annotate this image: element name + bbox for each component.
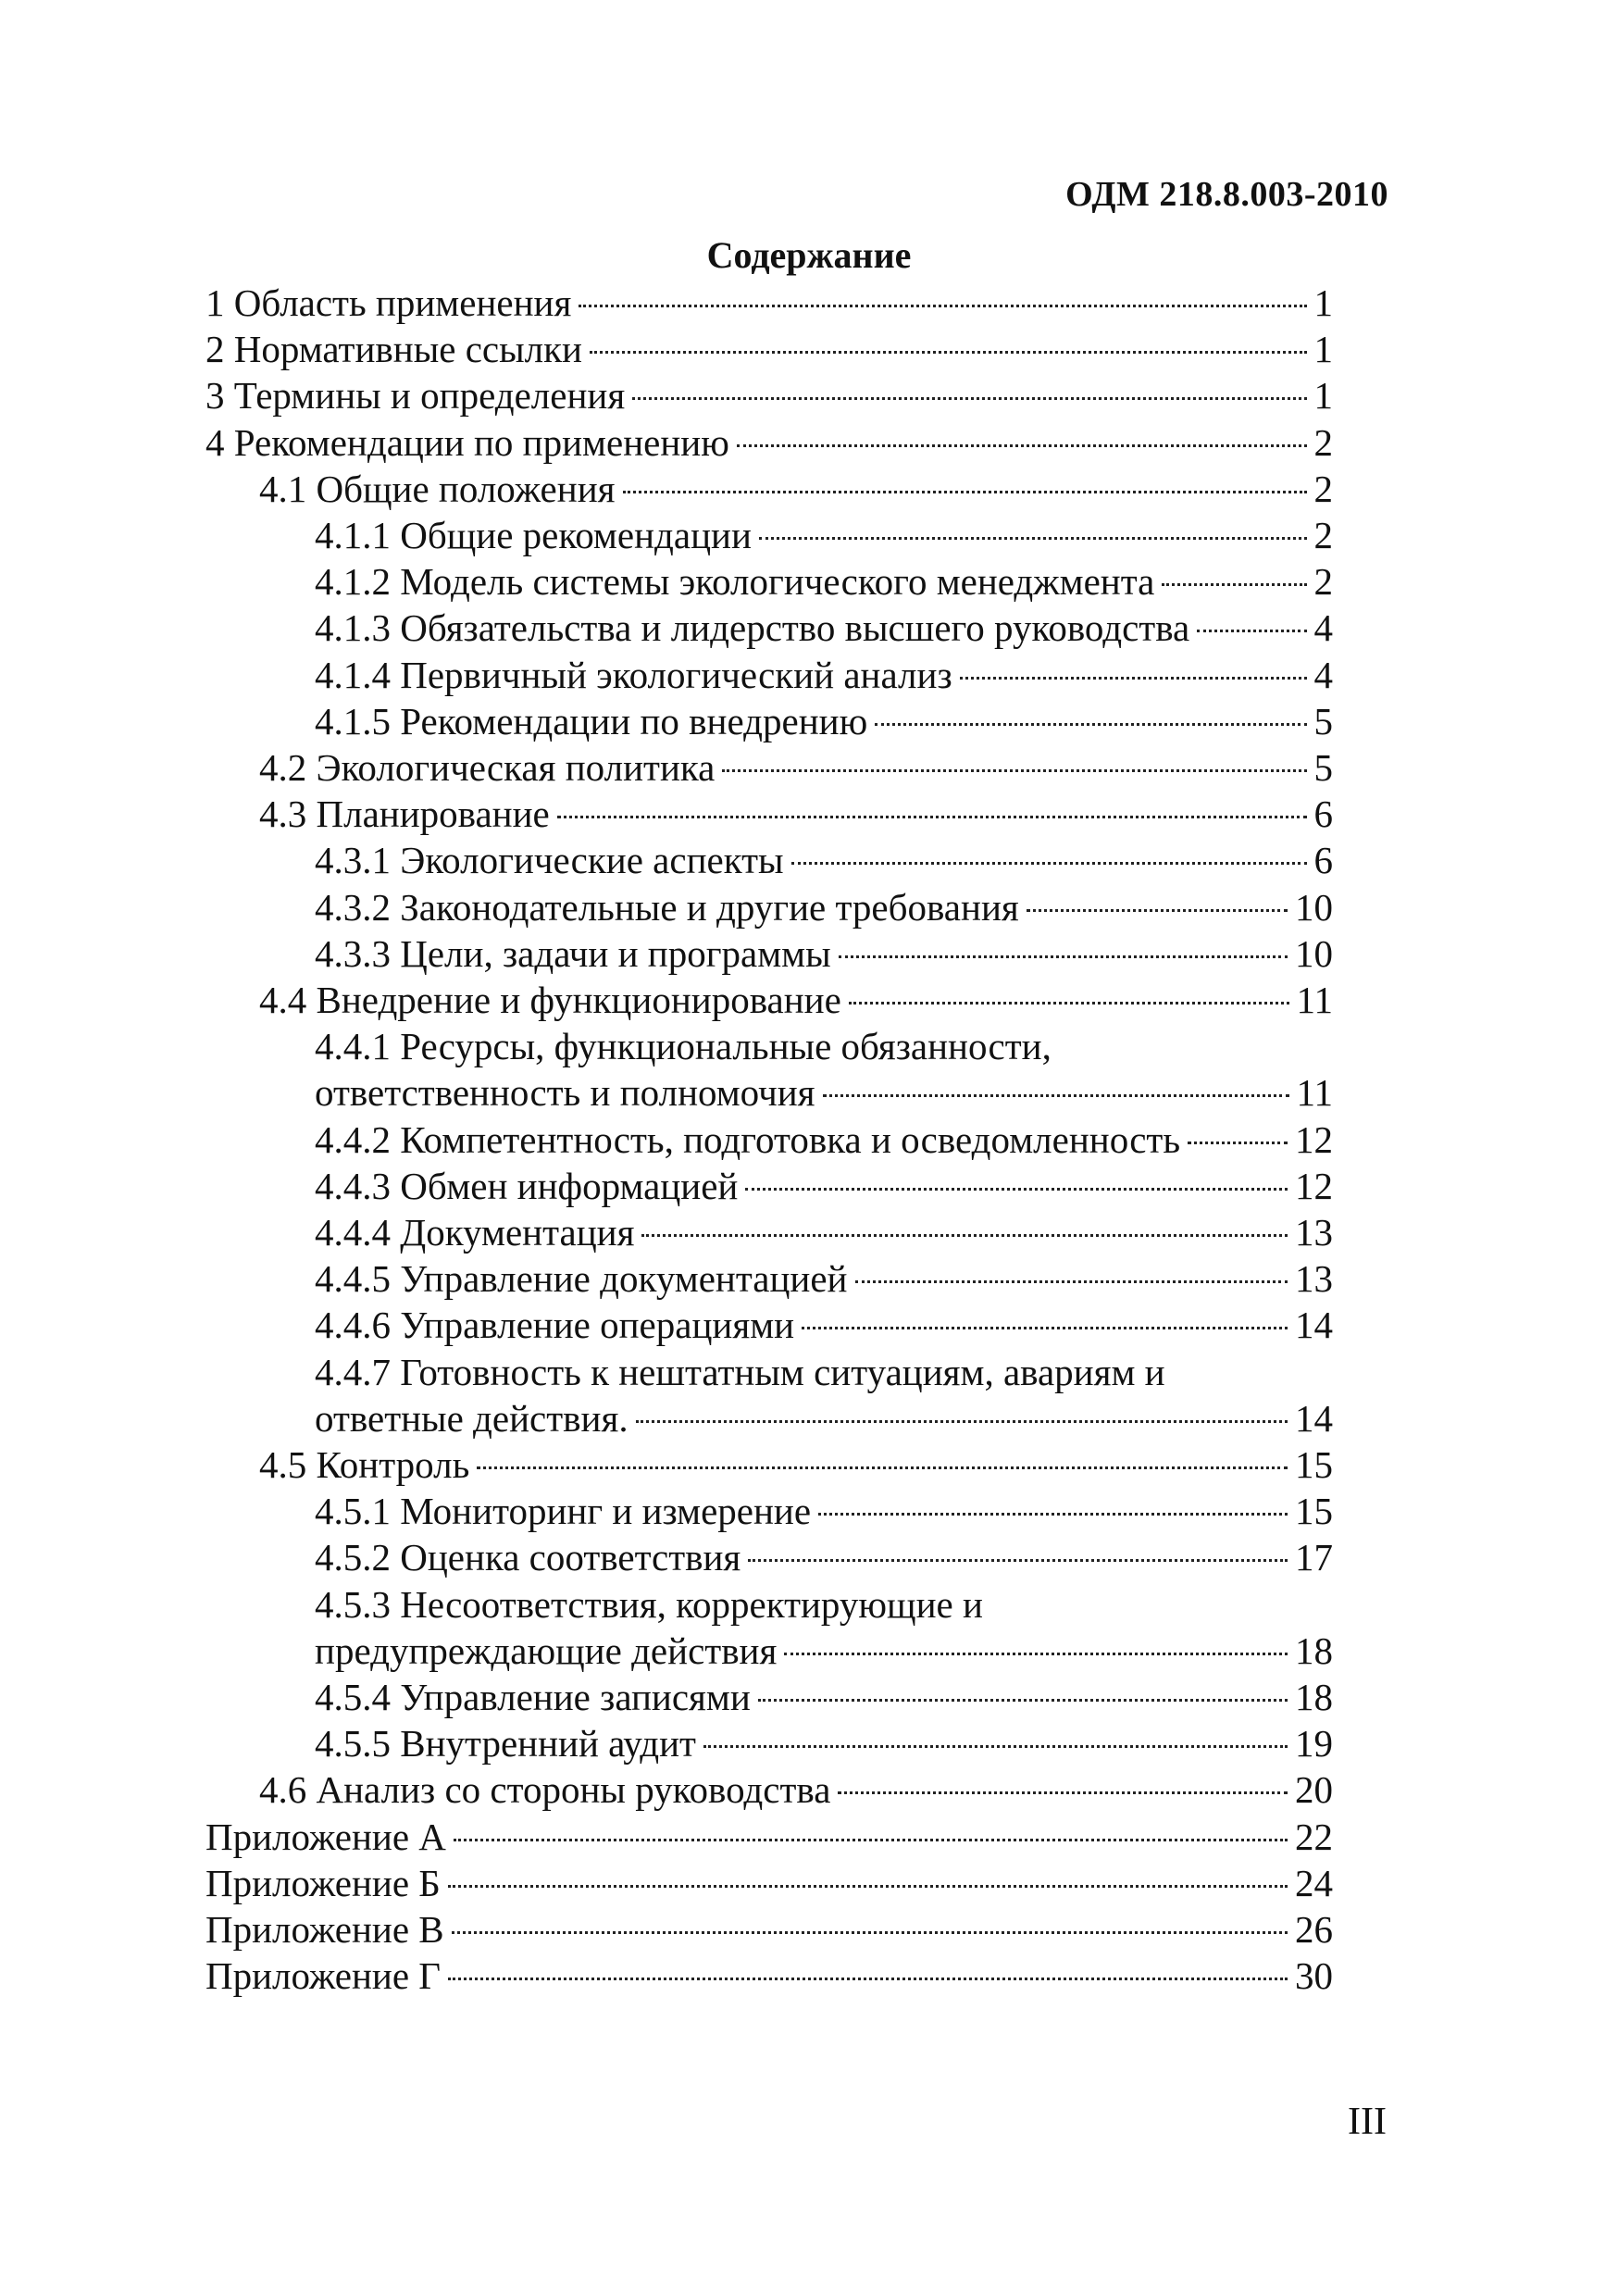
toc-entry-label: 4.5.3 Несоответствия, корректирующие и bbox=[315, 1582, 983, 1626]
toc-leader-dots bbox=[748, 1559, 1288, 1562]
toc-entry-page: 4 bbox=[1313, 606, 1333, 650]
toc-entry-label: 4.1.3 Обязательства и лидерство высшего руководства bbox=[315, 606, 1190, 650]
toc-leader-dots bbox=[849, 1002, 1289, 1004]
toc-entry-label: Приложение В bbox=[205, 1908, 444, 1951]
toc-entry bbox=[315, 1581, 1333, 1628]
toc-entry-label: 4.4.4 Документация bbox=[315, 1211, 635, 1254]
toc-entry-label: 3 Термины и определения bbox=[205, 374, 626, 418]
toc-entry-label: 4.4.7 Готовность к нештатным ситуациям, авариям и bbox=[315, 1350, 1165, 1393]
toc-leader-dots bbox=[452, 1931, 1288, 1934]
toc-entry-page: 10 bbox=[1295, 931, 1333, 975]
toc-entry-continuation: ответные действия. bbox=[315, 1396, 629, 1440]
toc-leader-dots bbox=[823, 1094, 1289, 1097]
toc-entry bbox=[315, 558, 1333, 605]
toc-leader-dots bbox=[791, 862, 1307, 865]
toc-leader-dots bbox=[838, 1791, 1288, 1794]
toc-leader-dots bbox=[855, 1280, 1288, 1283]
toc-leader-dots bbox=[454, 1839, 1288, 1841]
toc-leader-dots bbox=[802, 1327, 1288, 1329]
document-code: ОДМ 218.8.003-2010 bbox=[1065, 175, 1388, 214]
toc-entry bbox=[315, 1302, 1333, 1348]
toc-entry-page: 18 bbox=[1295, 1628, 1333, 1672]
toc-leader-dots bbox=[448, 1885, 1288, 1888]
toc-entry-page: 2 bbox=[1313, 467, 1333, 510]
toc-leader-dots bbox=[1197, 630, 1306, 632]
toc-entry-label: 1 Область применения bbox=[205, 281, 572, 324]
toc-entry-page: 17 bbox=[1295, 1536, 1333, 1579]
toc-entry bbox=[315, 652, 1333, 698]
toc-leader-dots bbox=[641, 1234, 1288, 1237]
toc-entry bbox=[315, 837, 1333, 883]
toc-entry-label: 4.5.4 Управление записями bbox=[315, 1676, 751, 1718]
toc-entry-label: 4.4.1 Ресурсы, функциональные обязанности, bbox=[315, 1025, 1052, 1068]
toc-entry bbox=[205, 1906, 1333, 1953]
toc-entry-page: 10 bbox=[1295, 885, 1333, 929]
toc-entry-page: 2 bbox=[1313, 560, 1333, 604]
toc-leader-dots bbox=[579, 305, 1306, 307]
toc-entry bbox=[205, 1860, 1333, 1906]
toc-entry-page: 26 bbox=[1295, 1908, 1333, 1951]
toc-entry bbox=[259, 977, 1333, 1023]
toc-entry bbox=[315, 1209, 1333, 1255]
toc-entry-label: 4.3.3 Цели, задачи и программы bbox=[315, 931, 831, 975]
toc-leader-dots bbox=[759, 537, 1307, 540]
toc-entry-page: 5 bbox=[1313, 699, 1333, 742]
toc-entry-page: 11 bbox=[1296, 1071, 1333, 1115]
toc-entry-label: 4.4.3 Обмен информацией bbox=[315, 1164, 739, 1207]
toc-entry-continuation-row bbox=[315, 1628, 1333, 1674]
toc-entry-page: 13 bbox=[1295, 1211, 1333, 1254]
toc-entry-page: 18 bbox=[1295, 1676, 1333, 1718]
page-number: III bbox=[1348, 2101, 1387, 2143]
toc-entry-label: 4.5 Контроль bbox=[259, 1443, 470, 1486]
toc-entry bbox=[315, 1117, 1333, 1163]
toc-entry bbox=[315, 1255, 1333, 1302]
toc-leader-dots bbox=[818, 1513, 1288, 1516]
toc-entry-page: 1 bbox=[1313, 281, 1333, 324]
toc-entry bbox=[315, 1674, 1333, 1720]
toc-entry-label: 2 Нормативные ссылки bbox=[205, 328, 582, 371]
toc-leader-dots bbox=[960, 677, 1307, 680]
toc-entry bbox=[315, 930, 1333, 977]
toc-entry-page: 19 bbox=[1295, 1722, 1333, 1766]
toc-entry bbox=[315, 1349, 1333, 1395]
toc-entry-page: 12 bbox=[1295, 1117, 1333, 1161]
toc-entry-label: 4.1.4 Первичный экологический анализ bbox=[315, 653, 952, 696]
toc-entry bbox=[259, 791, 1333, 837]
toc-entry-page: 5 bbox=[1313, 746, 1333, 789]
toc-entry-label: 4.4.5 Управление документацией bbox=[315, 1257, 848, 1301]
toc-entry-page: 13 bbox=[1295, 1257, 1333, 1301]
toc-leader-dots bbox=[623, 491, 1307, 493]
toc-entry-label: 4 Рекомендации по применению bbox=[205, 420, 729, 464]
toc-entry-label: 4.3.1 Экологические аспекты bbox=[315, 839, 784, 882]
toc-entry bbox=[259, 1766, 1333, 1813]
toc-entry-page: 1 bbox=[1313, 328, 1333, 371]
toc-entry-continuation: ответственность и полномочия bbox=[315, 1071, 815, 1115]
toc-entry bbox=[315, 1163, 1333, 1209]
toc-entry-label: 4.1 Общие положения bbox=[259, 467, 616, 510]
toc-entry bbox=[315, 698, 1333, 744]
toc-entry-page: 24 bbox=[1295, 1861, 1333, 1904]
toc-entry bbox=[315, 605, 1333, 651]
toc-entry-label: Приложение А bbox=[205, 1815, 446, 1858]
toc-leader-dots bbox=[722, 769, 1306, 772]
toc-leader-dots bbox=[590, 351, 1307, 354]
toc-entry-continuation-row bbox=[315, 1395, 1333, 1441]
toc-entry-label: 4.4.2 Компетентность, подготовка и осведомленность bbox=[315, 1117, 1181, 1161]
toc-leader-dots bbox=[839, 955, 1288, 958]
toc-entry bbox=[205, 372, 1333, 418]
toc-entry-page: 1 bbox=[1313, 374, 1333, 418]
toc-entry-page: 14 bbox=[1295, 1396, 1333, 1440]
toc-entry bbox=[315, 1023, 1333, 1069]
toc-entry-label: Приложение Г bbox=[205, 1954, 442, 1998]
toc-entry bbox=[315, 884, 1333, 930]
toc-leader-dots bbox=[758, 1699, 1288, 1702]
toc-entry-page: 20 bbox=[1295, 1768, 1333, 1812]
toc-entry-page: 15 bbox=[1295, 1443, 1333, 1486]
toc-leader-dots bbox=[1188, 1142, 1288, 1144]
toc-entry-label: 4.4.6 Управление операциями bbox=[315, 1304, 795, 1347]
toc-leader-dots bbox=[1162, 583, 1306, 586]
toc-entry-page: 6 bbox=[1313, 792, 1333, 836]
toc-entry-page: 22 bbox=[1295, 1815, 1333, 1858]
toc-entry-page: 6 bbox=[1313, 839, 1333, 882]
toc-entry-label: 4.1.2 Модель системы экологического менеджмента bbox=[315, 560, 1155, 604]
toc-entry bbox=[205, 1814, 1333, 1860]
toc-entry-label: 4.3.2 Законодательные и другие требования bbox=[315, 885, 1019, 929]
toc-entry bbox=[315, 512, 1333, 558]
toc-entry bbox=[315, 1488, 1333, 1534]
toc-leader-dots bbox=[477, 1466, 1288, 1469]
toc-entry-page: 14 bbox=[1295, 1304, 1333, 1347]
toc-leader-dots bbox=[737, 444, 1307, 447]
toc-leader-dots bbox=[636, 1420, 1288, 1423]
toc-leader-dots bbox=[784, 1653, 1288, 1655]
toc-leader-dots bbox=[632, 397, 1306, 400]
toc-entry-continuation: предупреждающие действия bbox=[315, 1628, 778, 1672]
toc-entry-page: 2 bbox=[1313, 420, 1333, 464]
toc-entry-label: 4.3 Планирование bbox=[259, 792, 550, 836]
toc-entry bbox=[205, 1953, 1333, 1999]
toc-entry-page: 30 bbox=[1295, 1954, 1333, 1998]
toc-entry-page: 12 bbox=[1295, 1164, 1333, 1207]
toc-leader-dots bbox=[557, 816, 1307, 818]
toc-entry-label: 4.2 Экологическая политика bbox=[259, 746, 716, 789]
toc-entry bbox=[259, 1441, 1333, 1488]
toc-entry bbox=[205, 326, 1333, 372]
toc-entry-label: 4.5.1 Мониторинг и измерение bbox=[315, 1490, 812, 1533]
toc-entry-label: 4.1.5 Рекомендации по внедрению bbox=[315, 699, 868, 742]
toc-entry bbox=[259, 744, 1333, 791]
toc-entry-label: Приложение Б bbox=[205, 1861, 441, 1904]
toc-entry-label: 4.5.5 Внутренний аудит bbox=[315, 1722, 696, 1766]
toc-title: Содержание bbox=[706, 234, 912, 276]
toc-entry-label: 4.5.2 Оценка соответствия bbox=[315, 1536, 741, 1579]
toc-entry-page: 11 bbox=[1296, 979, 1333, 1021]
toc-entry-page: 2 bbox=[1313, 514, 1333, 556]
toc-entry bbox=[315, 1534, 1333, 1580]
toc-leader-dots bbox=[745, 1188, 1288, 1191]
toc-leader-dots bbox=[1027, 909, 1288, 912]
toc-entry-label: 4.1.1 Общие рекомендации bbox=[315, 514, 752, 556]
toc-entry bbox=[315, 1720, 1333, 1766]
toc-entry-page: 4 bbox=[1313, 653, 1333, 696]
toc-entry-page: 15 bbox=[1295, 1490, 1333, 1533]
toc-entry-continuation-row bbox=[315, 1069, 1333, 1116]
toc-leader-dots bbox=[448, 1978, 1288, 1980]
toc-leader-dots bbox=[875, 723, 1306, 726]
toc-entry bbox=[205, 280, 1333, 326]
toc-entry bbox=[259, 466, 1333, 512]
toc-entry bbox=[205, 419, 1333, 466]
toc-entry-label: 4.6 Анализ со стороны руководства bbox=[259, 1768, 831, 1812]
toc-entry-label: 4.4 Внедрение и функционирование bbox=[259, 979, 841, 1021]
toc-leader-dots bbox=[703, 1745, 1288, 1748]
